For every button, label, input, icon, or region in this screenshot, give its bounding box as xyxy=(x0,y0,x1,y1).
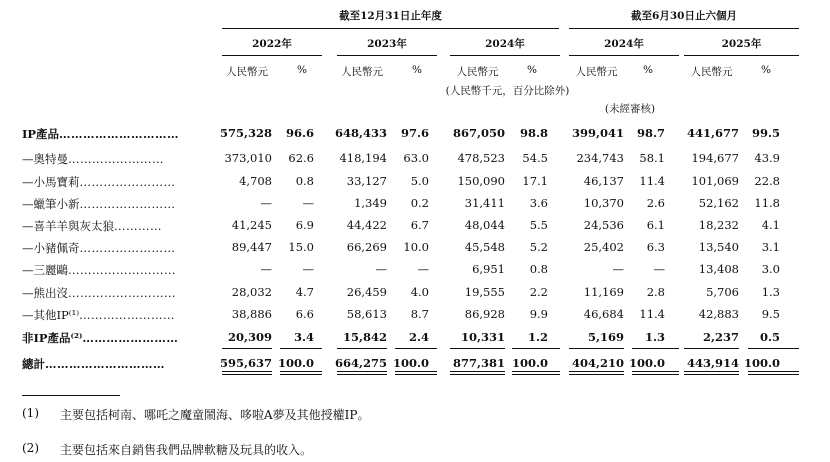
percent-cell: 100.0 xyxy=(392,356,429,370)
amount-cell: 867,050 xyxy=(452,126,505,140)
footnote-1-number: (1) xyxy=(22,406,39,420)
total-rule-2022-pct xyxy=(280,371,322,375)
year-header-2024: 2024年 xyxy=(485,38,525,50)
row-label xyxy=(22,174,176,190)
row-label xyxy=(22,356,165,372)
percent-cell: 22.8 xyxy=(754,174,780,188)
subtotal-rule-2024h1-pct xyxy=(632,348,679,349)
row-leader-dots: …………………… xyxy=(79,241,176,255)
amount-cell: 194,677 xyxy=(691,151,739,165)
rmb-header-2023: 人民幣元 xyxy=(341,66,383,78)
header-group-year-ended: 截至12月31日止年度 xyxy=(339,10,442,22)
year-rule-2024-h1 xyxy=(569,55,679,56)
percent-cell: 6.1 xyxy=(646,218,665,232)
amount-cell: — xyxy=(260,262,272,276)
percent-cell: 2.2 xyxy=(529,285,548,299)
row-label xyxy=(22,240,176,256)
amount-cell: 46,684 xyxy=(583,307,624,321)
header-group-six-months: 截至6月30日止六個月 xyxy=(631,10,737,22)
amount-cell: 15,842 xyxy=(342,330,387,344)
amount-cell: 6,951 xyxy=(472,262,505,276)
amount-cell: 234,743 xyxy=(576,151,624,165)
unit-note: (人民幣千元，百分比除外) xyxy=(445,85,570,97)
row-label xyxy=(22,196,176,212)
percent-cell: 63.0 xyxy=(403,151,429,165)
row-leader-dots: …………………… xyxy=(79,175,176,189)
amount-cell: 38,886 xyxy=(231,307,272,321)
amount-cell: 101,069 xyxy=(691,174,739,188)
amount-cell: 19,555 xyxy=(464,285,505,299)
subtotal-rule-2022-rmb xyxy=(222,348,272,349)
amount-cell: 20,309 xyxy=(227,330,272,344)
percent-cell: 3.1 xyxy=(761,240,780,254)
amount-cell: — xyxy=(260,196,272,210)
amount-cell: 13,540 xyxy=(698,240,739,254)
total-rule-2022-rmb xyxy=(222,371,272,375)
percent-cell: 98.8 xyxy=(519,126,548,140)
row-label-text: 總計 xyxy=(22,357,45,371)
subtotal-rule-2025h1-rmb xyxy=(684,348,739,349)
row-label-text: 非IP產品⁽²⁾ xyxy=(22,331,83,345)
percent-cell: 0.2 xyxy=(410,196,429,210)
row-label xyxy=(22,285,176,301)
rmb-header-2022: 人民幣元 xyxy=(226,66,268,78)
amount-cell: 4,708 xyxy=(239,174,272,188)
percent-cell: 11.8 xyxy=(754,196,780,210)
amount-cell: 26,459 xyxy=(346,285,387,299)
percent-cell: — xyxy=(302,196,314,210)
amount-cell: 13,408 xyxy=(698,262,739,276)
year-header-2022: 2022年 xyxy=(252,38,292,50)
row-leader-dots: ………………………… xyxy=(59,127,180,141)
total-rule-2023-pct xyxy=(395,371,437,375)
row-label-text: —其他IP⁽¹⁾ xyxy=(22,308,80,322)
row-label xyxy=(22,307,175,323)
amount-cell: 24,536 xyxy=(583,218,624,232)
percent-cell: 0.8 xyxy=(295,174,314,188)
amount-cell: 89,447 xyxy=(231,240,272,254)
percent-cell: 3.4 xyxy=(293,330,314,344)
amount-cell: 441,677 xyxy=(686,126,739,140)
amount-cell: 18,232 xyxy=(698,218,739,232)
total-rule-2024h1-rmb xyxy=(569,371,624,375)
year-rule-2022 xyxy=(222,55,322,56)
row-label-text: —三麗鷗 xyxy=(22,263,68,277)
footnote-2-text: 主要包括來自銷售我們品牌軟糖及玩具的收入。 xyxy=(60,443,313,457)
rmb-header-2024-h1: 人民幣元 xyxy=(575,66,618,78)
amount-cell: — xyxy=(612,262,624,276)
amount-cell: 1,349 xyxy=(354,196,387,210)
row-label xyxy=(22,330,178,346)
row-leader-dots: …………………… xyxy=(79,197,176,211)
percent-cell: 97.6 xyxy=(400,126,429,140)
amount-cell: 42,883 xyxy=(698,307,739,321)
percent-cell: 100.0 xyxy=(628,356,665,370)
amount-cell: 25,402 xyxy=(583,240,624,254)
percent-cell: 5.5 xyxy=(529,218,548,232)
pct-header-2024: % xyxy=(527,64,537,76)
total-rule-2024-pct xyxy=(512,371,560,375)
amount-cell: 648,433 xyxy=(334,126,387,140)
pct-header-2022: % xyxy=(297,64,307,76)
amount-cell: 33,127 xyxy=(346,174,387,188)
amount-cell: 41,245 xyxy=(231,218,272,232)
row-leader-dots: …………………… xyxy=(82,331,179,345)
row-label-text: —小馬寶莉 xyxy=(22,175,80,189)
amount-cell: — xyxy=(375,262,387,276)
subtotal-rule-2024-pct xyxy=(512,348,560,349)
amount-cell: 478,523 xyxy=(457,151,505,165)
amount-cell: 404,210 xyxy=(571,356,624,370)
row-label xyxy=(22,126,179,142)
percent-cell: 5.2 xyxy=(529,240,548,254)
percent-cell: 0.8 xyxy=(529,262,548,276)
percent-cell: 1.2 xyxy=(527,330,548,344)
amount-cell: 11,169 xyxy=(583,285,624,299)
percent-cell: 8.7 xyxy=(410,307,429,321)
row-leader-dots: ………………………… xyxy=(45,357,165,371)
percent-cell: 100.0 xyxy=(511,356,548,370)
amount-cell: 399,041 xyxy=(571,126,624,140)
subtotal-rule-2025h1-pct xyxy=(748,348,799,349)
footnote-1-text: 主要包括柯南、哪吒之魔童鬧海、哆啦A夢及其他授權IP。 xyxy=(60,408,370,422)
amount-cell: 418,194 xyxy=(339,151,387,165)
footnote-separator xyxy=(22,395,120,396)
amount-cell: 5,169 xyxy=(587,330,624,344)
amount-cell: 28,032 xyxy=(231,285,272,299)
unaudited-note: (未經審核) xyxy=(604,103,656,115)
pct-header-2023: % xyxy=(412,64,422,76)
percent-cell: 11.4 xyxy=(639,307,665,321)
percent-cell: 6.3 xyxy=(646,240,665,254)
subtotal-rule-2024h1-rmb xyxy=(569,348,624,349)
row-leader-dots: ………… xyxy=(114,219,162,233)
year-header-2024-h1: 2024年 xyxy=(604,38,644,50)
subtotal-rule-2024-rmb xyxy=(450,348,505,349)
percent-cell: 6.7 xyxy=(410,218,429,232)
row-label-text: —奧特曼 xyxy=(22,152,68,166)
total-rule-2025h1-rmb xyxy=(684,371,739,375)
percent-cell: 1.3 xyxy=(761,285,780,299)
percent-cell: 96.6 xyxy=(285,126,314,140)
amount-cell: 373,010 xyxy=(224,151,272,165)
percent-cell: — xyxy=(653,262,665,276)
percent-cell: 43.9 xyxy=(754,151,780,165)
percent-cell: 4.0 xyxy=(410,285,429,299)
amount-cell: 664,275 xyxy=(334,356,387,370)
row-label-text: —蠟筆小新 xyxy=(22,197,80,211)
row-label-text: IP產品 xyxy=(22,127,60,141)
amount-cell: 66,269 xyxy=(346,240,387,254)
total-rule-2023-rmb xyxy=(337,371,387,375)
total-rule-2024-rmb xyxy=(450,371,505,375)
year-rule-2024 xyxy=(450,55,560,56)
subtotal-rule-2023-rmb xyxy=(337,348,387,349)
footnote-2-number: (2) xyxy=(22,441,39,455)
percent-cell: 17.1 xyxy=(522,174,548,188)
row-label xyxy=(22,218,162,234)
percent-cell: 98.7 xyxy=(636,126,665,140)
row-label-text: —喜羊羊與灰太狼 xyxy=(22,219,114,233)
percent-cell: 10.0 xyxy=(403,240,429,254)
percent-cell: 99.5 xyxy=(751,126,780,140)
amount-cell: 44,422 xyxy=(346,218,387,232)
amount-cell: 5,706 xyxy=(706,285,739,299)
percent-cell: 54.5 xyxy=(522,151,548,165)
percent-cell: — xyxy=(302,262,314,276)
row-label-text: —熊出沒 xyxy=(22,286,68,300)
subtotal-rule-2022-pct xyxy=(280,348,322,349)
row-leader-dots: …………………… xyxy=(68,152,164,166)
amount-cell: 575,328 xyxy=(219,126,272,140)
percent-cell: 6.9 xyxy=(295,218,314,232)
amount-cell: 150,090 xyxy=(457,174,505,188)
percent-cell: 3.0 xyxy=(761,262,780,276)
percent-cell: 9.9 xyxy=(529,307,548,321)
pct-header-2024-h1: % xyxy=(643,64,653,76)
amount-cell: 52,162 xyxy=(698,196,739,210)
subtotal-rule-2023-pct xyxy=(395,348,437,349)
rmb-header-2024: 人民幣元 xyxy=(456,66,499,78)
percent-cell: 100.0 xyxy=(743,356,780,370)
percent-cell: 6.6 xyxy=(295,307,314,321)
header-group-rule-2 xyxy=(569,28,799,29)
total-rule-2024h1-pct xyxy=(632,371,679,375)
percent-cell: 11.4 xyxy=(639,174,665,188)
amount-cell: 31,411 xyxy=(464,196,505,210)
percent-cell: 4.1 xyxy=(761,218,780,232)
amount-cell: 10,370 xyxy=(583,196,624,210)
row-leader-dots: …………………… xyxy=(79,308,176,322)
amount-cell: 58,613 xyxy=(346,307,387,321)
amount-cell: 45,548 xyxy=(464,240,505,254)
row-label xyxy=(22,151,164,167)
pct-header-2025-h1: % xyxy=(761,64,771,76)
percent-cell: — xyxy=(417,262,429,276)
percent-cell: 62.6 xyxy=(288,151,314,165)
percent-cell: 15.0 xyxy=(288,240,314,254)
percent-cell: 2.6 xyxy=(646,196,665,210)
percent-cell: 4.7 xyxy=(295,285,314,299)
percent-cell: 0.5 xyxy=(759,330,780,344)
percent-cell: 2.4 xyxy=(408,330,429,344)
row-leader-dots: ……………………… xyxy=(68,286,176,300)
percent-cell: 100.0 xyxy=(277,356,314,370)
amount-cell: 46,137 xyxy=(583,174,624,188)
percent-cell: 1.3 xyxy=(644,330,665,344)
year-header-2025-h1: 2025年 xyxy=(721,38,762,50)
year-header-2023: 2023年 xyxy=(367,38,407,50)
rmb-header-2025-h1: 人民幣元 xyxy=(690,66,733,78)
header-group-rule-1 xyxy=(222,28,559,29)
year-rule-2023 xyxy=(337,55,437,56)
amount-cell: 595,637 xyxy=(219,356,272,370)
row-label xyxy=(22,262,176,278)
percent-cell: 9.5 xyxy=(761,307,780,321)
row-leader-dots: ……………………… xyxy=(68,263,176,277)
amount-cell: 2,237 xyxy=(702,330,739,344)
percent-cell: 2.8 xyxy=(646,285,665,299)
amount-cell: 86,928 xyxy=(464,307,505,321)
percent-cell: 3.6 xyxy=(529,196,548,210)
amount-cell: 877,381 xyxy=(452,356,505,370)
percent-cell: 5.0 xyxy=(410,174,429,188)
total-rule-2025h1-pct xyxy=(748,371,799,375)
row-label-text: —小豬佩奇 xyxy=(22,241,80,255)
amount-cell: 443,914 xyxy=(686,356,739,370)
year-rule-2025-h1 xyxy=(684,55,799,56)
percent-cell: 58.1 xyxy=(639,151,665,165)
amount-cell: 10,331 xyxy=(460,330,505,344)
amount-cell: 48,044 xyxy=(464,218,505,232)
